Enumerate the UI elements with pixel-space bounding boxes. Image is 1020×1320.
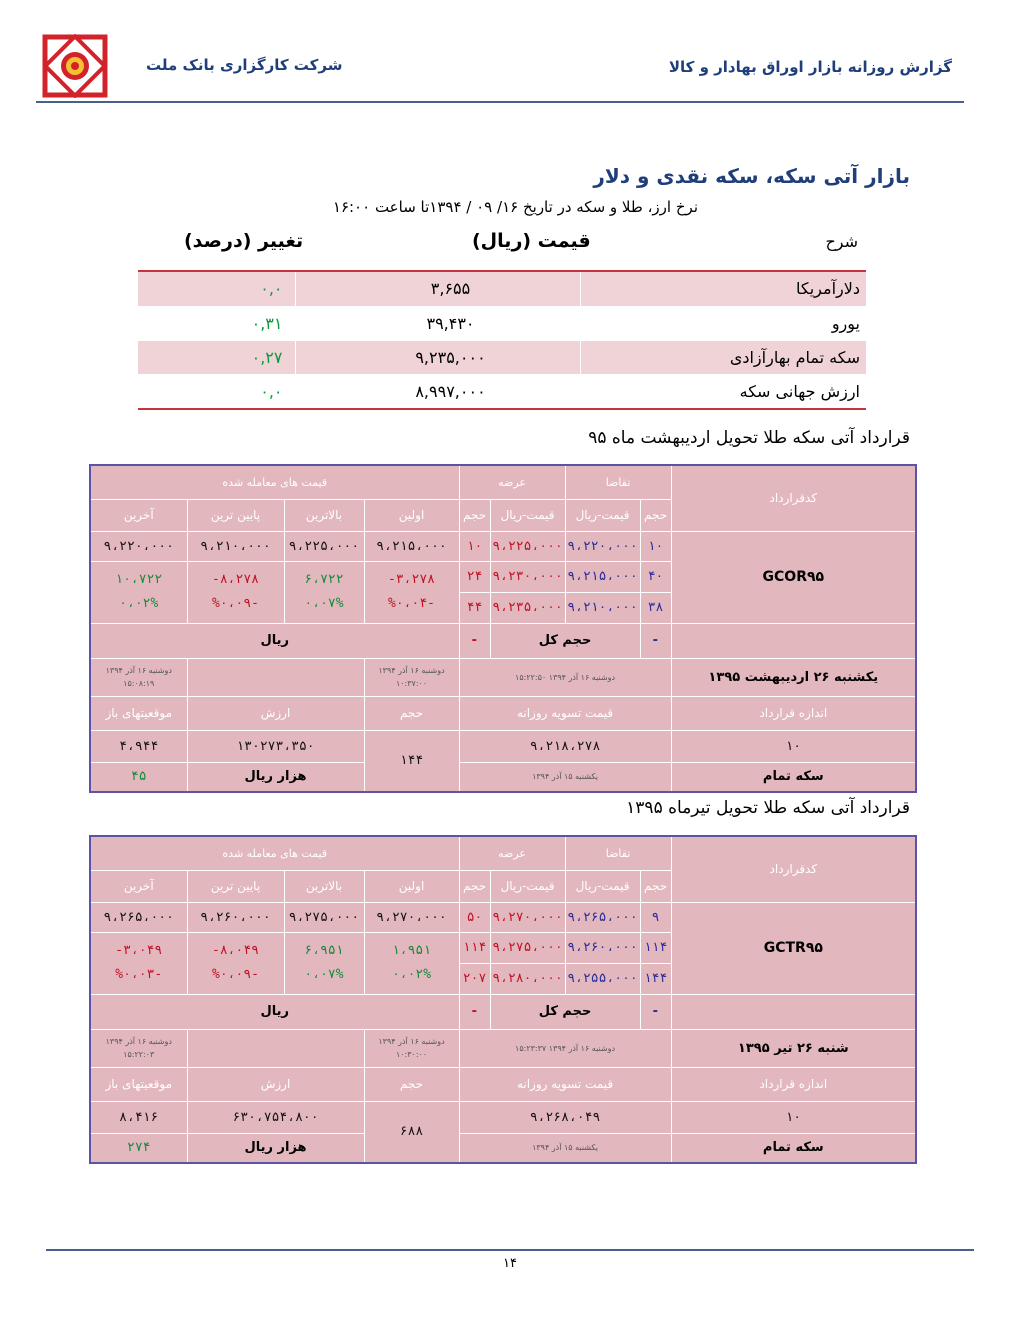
first-change-pct: %۰،۰۴- xyxy=(388,596,435,611)
supply-total-dash: - xyxy=(459,623,490,658)
first-price: ۹،۲۷۰،۰۰۰ xyxy=(364,902,459,932)
demand-header: تقاضا xyxy=(565,836,671,870)
last-trade-date: دوشنبه ۱۶ آذر ۱۳۹۴ xyxy=(105,666,172,675)
col-low: پایین ترین xyxy=(187,499,284,531)
desc-cell: سکه تمام بهارآزادی xyxy=(580,340,866,374)
expiry-date: یکشنبه ۲۶ اردیبهشت ۱۳۹۵ xyxy=(671,658,916,696)
price-row xyxy=(138,340,866,374)
demand-volume: ۳۸ xyxy=(640,592,671,623)
last-change-cell xyxy=(90,561,187,623)
col-supply-price: قیمت-ریال xyxy=(490,870,565,902)
col-high: بالاترین xyxy=(284,870,364,902)
desc-cell: ارزش جهانی سکه xyxy=(580,374,866,408)
currency-unit: ریال xyxy=(90,994,459,1029)
contract-title: قرارداد آتی سکه طلا تحویل اردیبهشت ماه ۹۵ xyxy=(588,428,910,448)
header-divider xyxy=(36,101,964,103)
settle-header: قیمت تسویه روزانه xyxy=(459,696,671,730)
first-trade-date: دوشنبه ۱۶ آذر ۱۳۹۴ xyxy=(378,1037,445,1046)
price-header-desc: شرح xyxy=(825,232,858,251)
rates-subtitle: نرخ ارز، طلا و سکه در تاریخ ۱۶/ ۰۹ / ۱۳۹۴تا ساعت ۱۶:۰۰ xyxy=(332,198,698,216)
high-price: ۹،۲۲۵،۰۰۰ xyxy=(284,531,364,561)
col-low: پایین ترین xyxy=(187,870,284,902)
first-change-cell xyxy=(364,932,459,994)
last-change-cell xyxy=(90,932,187,994)
first-trade-clock: ۱۰:۳۰:۰۰ xyxy=(395,1050,428,1059)
last-change: -۳،۰۴۹ xyxy=(115,943,163,958)
footer-divider xyxy=(46,1249,974,1251)
total-volume-label: حجم کل xyxy=(490,623,640,658)
high-change-cell xyxy=(284,561,364,623)
supply-price: ۹،۲۳۰،۰۰۰ xyxy=(490,561,565,592)
settle-price: ۹،۲۶۸،۰۴۹ xyxy=(459,1101,671,1133)
demand-volume: ۱۰ xyxy=(640,531,671,561)
settle-date: یکشنبه ۱۵ آذر ۱۳۹۴ xyxy=(459,1133,671,1163)
change-cell: ۰,۰ xyxy=(138,374,295,408)
settle-header: قیمت تسویه روزانه xyxy=(459,1067,671,1101)
open-interest-change: ۲۷۴ xyxy=(90,1133,187,1163)
value-header: ارزش xyxy=(187,1067,364,1101)
supply-volume: ۱۱۴ xyxy=(459,932,490,963)
supply-header: عرضه xyxy=(459,465,565,499)
demand-price: ۹،۲۱۰،۰۰۰ xyxy=(565,592,640,623)
price-row xyxy=(138,374,866,408)
first-trade-date: دوشنبه ۱۶ آذر ۱۳۹۴ xyxy=(378,666,445,675)
demand-price: ۹،۲۶۰،۰۰۰ xyxy=(565,932,640,963)
demand-volume: ۱۴۴ xyxy=(640,963,671,994)
col-last: آخرین xyxy=(90,499,187,531)
first-trade-time xyxy=(364,1029,459,1067)
price-row xyxy=(138,306,866,340)
desc-cell: دلارآمریکا xyxy=(580,272,866,306)
low-change: -۸،۰۴۹ xyxy=(212,943,259,958)
price-header-change: تغییر (درصد) xyxy=(184,230,304,252)
last-trade-date: دوشنبه ۱۶ آذر ۱۳۹۴ xyxy=(105,1037,172,1046)
section-title: بازار آتی سکه، سکه نقدی و دلار xyxy=(593,164,910,188)
bank-mellat-logo xyxy=(42,34,108,98)
price-table-bottom-rule xyxy=(138,408,866,410)
demand-price: ۹،۲۱۵،۰۰۰ xyxy=(565,561,640,592)
low-change-cell xyxy=(187,561,284,623)
demand-volume: ۱۱۴ xyxy=(640,932,671,963)
price-cell: ۹,۲۳۵,۰۰۰ xyxy=(295,340,580,374)
price-header-price: قیمت (ریال) xyxy=(472,230,591,252)
value-unit: هزار ریال xyxy=(187,1133,364,1163)
first-change-cell xyxy=(364,561,459,623)
col-demand-price: قیمت-ریال xyxy=(565,870,640,902)
supply-volume: ۱۰ xyxy=(459,531,490,561)
first-change: -۳،۲۷۸ xyxy=(388,572,435,587)
order-time: دوشنبه ۱۶ آذر ۱۳۹۴ ۱۵:۲۲:۵۰ xyxy=(459,658,671,696)
demand-header: تقاضا xyxy=(565,465,671,499)
company-name: شرکت کارگزاری بانک ملت xyxy=(146,56,343,74)
empty-cell xyxy=(187,1029,364,1067)
volume-header: حجم xyxy=(364,1067,459,1101)
first-trade-time xyxy=(364,658,459,696)
last-trade-time xyxy=(90,658,187,696)
contract-code: GCOR۹۵ xyxy=(671,531,916,623)
contract-table xyxy=(89,835,917,1164)
expiry-date: شنبه ۲۶ تیر ۱۳۹۵ xyxy=(671,1029,916,1067)
page-number: ۱۴ xyxy=(503,1256,517,1271)
last-trade-clock: ۱۵:۲۲:۰۳ xyxy=(123,1050,155,1059)
contract-code-header: کدقرارداد xyxy=(671,836,916,902)
change-cell: ۰,۳۱ xyxy=(138,306,295,340)
high-change-pct: ۰،۰۷% xyxy=(304,967,344,982)
high-change-cell xyxy=(284,932,364,994)
desc-cell: یورو xyxy=(580,306,866,340)
col-demand-volume: حجم xyxy=(640,870,671,902)
high-change-pct: ۰،۰۷% xyxy=(304,596,344,611)
contract-unit: سکه تمام xyxy=(671,1133,916,1163)
low-price: ۹،۲۱۰،۰۰۰ xyxy=(187,531,284,561)
contract-title: قرارداد آتی سکه طلا تحویل تیرماه ۱۳۹۵ xyxy=(626,798,910,818)
contract-code-header: کدقرارداد xyxy=(671,465,916,531)
demand-price: ۹،۲۶۵،۰۰۰ xyxy=(565,902,640,932)
supply-volume: ۲۰۷ xyxy=(459,963,490,994)
price-table xyxy=(138,272,866,409)
supply-volume: ۴۴ xyxy=(459,592,490,623)
change-cell: ۰,۲۷ xyxy=(138,340,295,374)
trade-value: ۶۳۰،۷۵۴،۸۰۰ xyxy=(187,1101,364,1133)
last-change-pct: ۰،۰۲% xyxy=(119,596,159,611)
demand-total-dash: - xyxy=(640,623,671,658)
col-demand-volume: حجم xyxy=(640,499,671,531)
price-row xyxy=(138,272,866,306)
supply-volume: ۵۰ xyxy=(459,902,490,932)
last-trade-time xyxy=(90,1029,187,1067)
last-change-pct: %۰،۰۳- xyxy=(115,967,163,982)
low-change-pct: %۰،۰۹- xyxy=(212,596,259,611)
size-header: اندازه قرارداد xyxy=(671,696,916,730)
settle-date: یکشنبه ۱۵ آذر ۱۳۹۴ xyxy=(459,762,671,792)
low-change: -۸،۲۷۸ xyxy=(212,572,259,587)
trade-value: ۱۳۰۲۷۳،۳۵۰ xyxy=(187,730,364,762)
open-interest-header: موقعیتهای باز xyxy=(90,696,187,730)
first-change: ۱،۹۵۱ xyxy=(391,943,432,958)
low-change-pct: %۰،۰۹- xyxy=(212,967,259,982)
high-price: ۹،۲۷۵،۰۰۰ xyxy=(284,902,364,932)
col-last: آخرین xyxy=(90,870,187,902)
report-title: گزارش روزانه بازار اوراق بهادار و کالا xyxy=(668,58,952,76)
contract-size: ۱۰ xyxy=(671,1101,916,1133)
open-interest: ۸،۴۱۶ xyxy=(90,1101,187,1133)
value-unit: هزار ریال xyxy=(187,762,364,792)
empty-cell xyxy=(671,623,916,658)
demand-volume: ۴۰ xyxy=(640,561,671,592)
traded-prices-header: قیمت های معامله شده xyxy=(90,465,459,499)
supply-volume: ۲۴ xyxy=(459,561,490,592)
order-time: دوشنبه ۱۶ آذر ۱۳۹۴ ۱۵:۲۳:۳۷ xyxy=(459,1029,671,1067)
contract-table xyxy=(89,464,917,793)
high-change: ۶،۷۲۲ xyxy=(304,572,344,587)
supply-price: ۹،۲۳۵،۰۰۰ xyxy=(490,592,565,623)
empty-cell xyxy=(671,994,916,1029)
price-cell: ۸,۹۹۷,۰۰۰ xyxy=(295,374,580,408)
first-change-pct: ۰،۰۲% xyxy=(391,967,432,982)
low-change-cell xyxy=(187,932,284,994)
demand-price: ۹،۲۲۰،۰۰۰ xyxy=(565,531,640,561)
col-first: اولین xyxy=(364,499,459,531)
open-interest-change: ۴۵ xyxy=(90,762,187,792)
col-supply-price: قیمت-ریال xyxy=(490,499,565,531)
contract-unit: سکه تمام xyxy=(671,762,916,792)
first-trade-clock: ۱۰:۳۷:۰۰ xyxy=(395,679,428,688)
col-first: اولین xyxy=(364,870,459,902)
low-price: ۹،۲۶۰،۰۰۰ xyxy=(187,902,284,932)
supply-price: ۹،۲۷۰،۰۰۰ xyxy=(490,902,565,932)
volume-header: حجم xyxy=(364,696,459,730)
col-high: بالاترین xyxy=(284,499,364,531)
demand-total-dash: - xyxy=(640,994,671,1029)
col-demand-price: قیمت-ریال xyxy=(565,499,640,531)
supply-price: ۹،۲۷۵،۰۰۰ xyxy=(490,932,565,963)
contract-code: GCTR۹۵ xyxy=(671,902,916,994)
last-change: ۱۰،۷۲۲ xyxy=(115,572,163,587)
demand-price: ۹،۲۵۵،۰۰۰ xyxy=(565,963,640,994)
last-price: ۹،۲۶۵،۰۰۰ xyxy=(90,902,187,932)
settle-price: ۹،۲۱۸،۲۷۸ xyxy=(459,730,671,762)
first-price: ۹،۲۱۵،۰۰۰ xyxy=(364,531,459,561)
open-interest: ۴،۹۴۴ xyxy=(90,730,187,762)
supply-header: عرضه xyxy=(459,836,565,870)
change-cell: ۰,۰ xyxy=(138,272,295,306)
supply-price: ۹،۲۸۰،۰۰۰ xyxy=(490,963,565,994)
currency-unit: ریال xyxy=(90,623,459,658)
open-interest-header: موقعیتهای باز xyxy=(90,1067,187,1101)
high-change: ۶،۹۵۱ xyxy=(304,943,344,958)
total-volume-label: حجم کل xyxy=(490,994,640,1029)
contract-size: ۱۰ xyxy=(671,730,916,762)
price-cell: ۳,۶۵۵ xyxy=(295,272,580,306)
price-cell: ۳۹,۴۳۰ xyxy=(295,306,580,340)
supply-price: ۹،۲۲۵،۰۰۰ xyxy=(490,531,565,561)
supply-total-dash: - xyxy=(459,994,490,1029)
value-header: ارزش xyxy=(187,696,364,730)
size-header: اندازه قرارداد xyxy=(671,1067,916,1101)
demand-volume: ۹ xyxy=(640,902,671,932)
col-supply-volume: حجم xyxy=(459,870,490,902)
trade-volume: ۱۴۴ xyxy=(364,730,459,792)
last-price: ۹،۲۲۰،۰۰۰ xyxy=(90,531,187,561)
traded-prices-header: قیمت های معامله شده xyxy=(90,836,459,870)
last-trade-clock: ۱۵:۰۸:۱۹ xyxy=(123,679,155,688)
empty-cell xyxy=(187,658,364,696)
col-supply-volume: حجم xyxy=(459,499,490,531)
trade-volume: ۶۸۸ xyxy=(364,1101,459,1163)
